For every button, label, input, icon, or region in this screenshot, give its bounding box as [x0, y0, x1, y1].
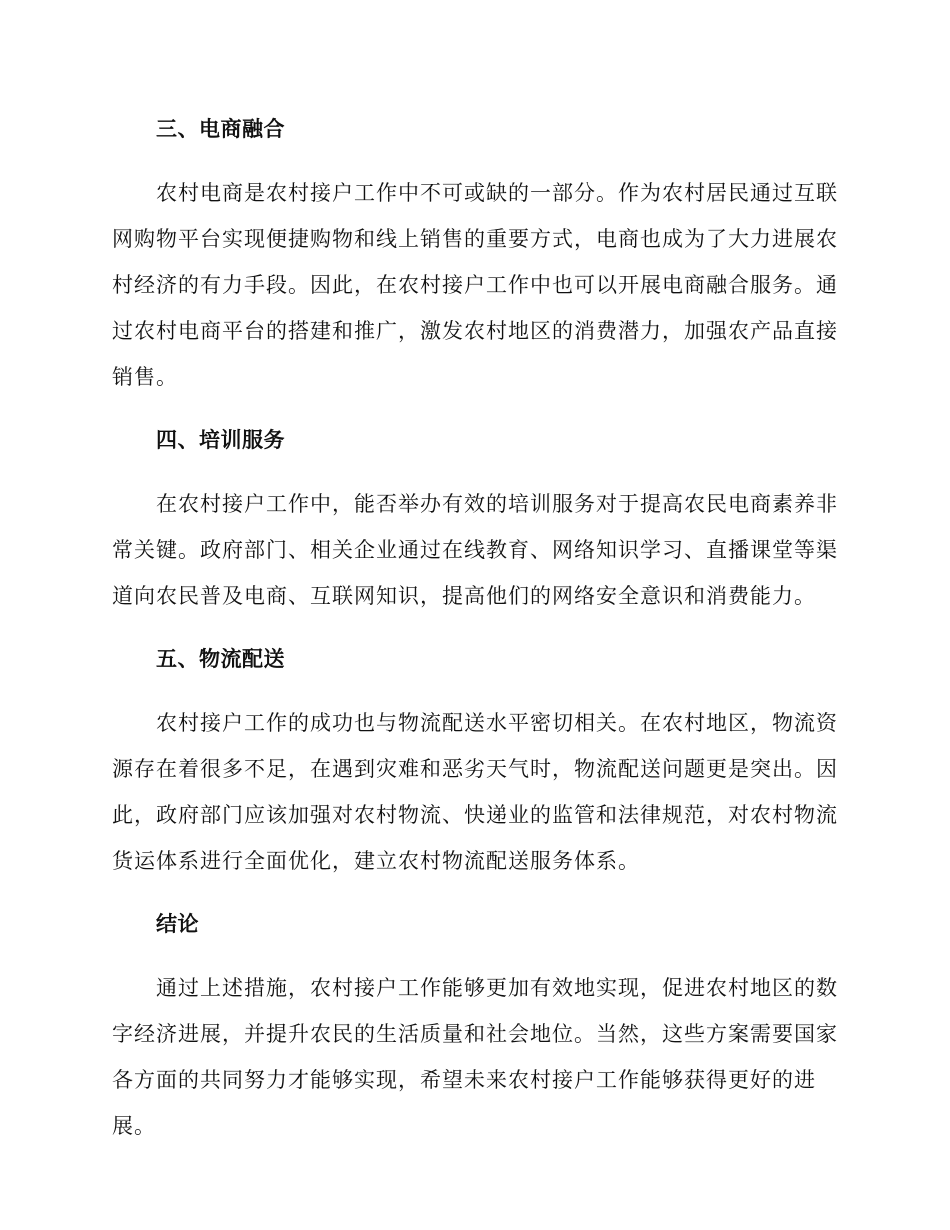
section-heading: 五、物流配送 [156, 647, 285, 671]
section-heading: 三、电商融合 [156, 117, 285, 141]
section-conclusion [112, 905, 838, 1149]
section-ecommerce [112, 110, 838, 400]
section-heading: 结论 [156, 912, 199, 936]
section-paragraph: 在农村接户工作中，能否举办有效的培训服务对于提高农民电商素养非常关键。政府部门、相关企业通过在线教育、网络知识学习、直播课堂等渠道向农民普及电商、互联网知识，提高他们的网络安全意识和消费能力。 [112, 492, 838, 608]
section-paragraph: 农村电商是农村接户工作中不可或缺的一部分。作为农村居民通过互联网购物平台实现便捷购物和线上销售的重要方式，电商也成为了大力进展农村经济的有力手段。因此，在农村接户工作中也可以开展电商融合服务。通过农村电商平台的搭建和推广，激发农村地区的消费潜力，加强农产品直接销售。 [112, 181, 838, 389]
section-paragraph: 通过上述措施，农村接户工作能够更加有效地实现，促进农村地区的数字经济进展，并提升农民的生活质量和社会地位。当然，这些方案需要国家各方面的共同努力才能够实现，希望未来农村接户工作能够获得更好的进展。 [112, 976, 838, 1138]
section-training [112, 421, 838, 619]
section-logistics [112, 640, 838, 884]
section-heading: 四、培训服务 [156, 428, 285, 452]
section-paragraph: 农村接户工作的成功也与物流配送水平密切相关。在农村地区，物流资源存在着很多不足，在遇到灾难和恶劣天气时，物流配送问题更是突出。因此，政府部门应该加强对农村物流、快递业的监管和法律规范，对农村物流货运体系进行全面优化，建立农村物流配送服务体系。 [112, 711, 838, 873]
